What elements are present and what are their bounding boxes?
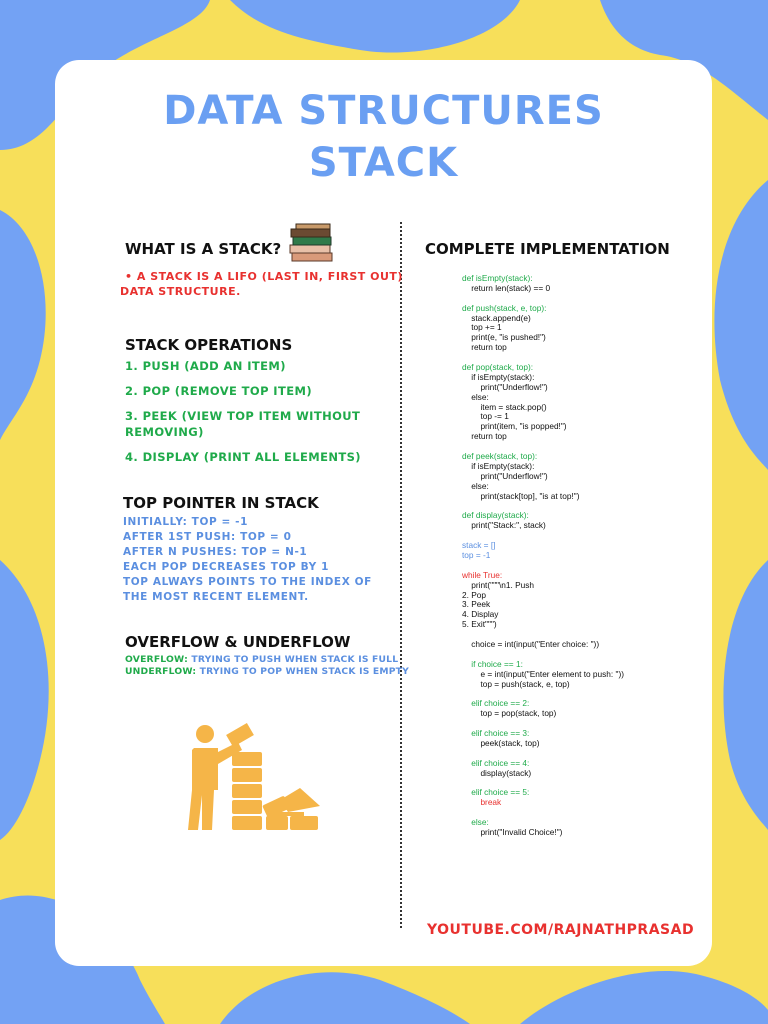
underflow-text: TRYING TO POP WHEN STACK IS EMPTY <box>196 666 409 677</box>
code-line: 2. Pop <box>462 589 486 600</box>
books-icon <box>288 223 334 263</box>
list-item <box>125 654 399 666</box>
code-line: while True: <box>462 569 503 580</box>
youtube-link[interactable]: YOUTUBE.COM/RAJNATHPRASAD <box>427 922 695 938</box>
page-subtitle: STACK <box>308 140 459 186</box>
code-line: return top <box>462 342 507 353</box>
code-line: top = pop(stack, top) <box>462 708 557 719</box>
code-line: item = stack.pop() <box>462 401 547 412</box>
list-item: EACH POP DECREASES TOP BY 1 <box>123 561 329 573</box>
code-line: if isEmpty(stack): <box>462 460 535 471</box>
code-line: else: <box>462 391 489 402</box>
code-line: top += 1 <box>462 322 502 333</box>
code-line: print(item, "is popped!") <box>462 421 567 432</box>
overflow-underflow-heading: OVERFLOW & UNDERFLOW <box>125 633 351 651</box>
code-line: peek(stack, top) <box>462 737 540 748</box>
list-item: INITIALLY: TOP = -1 <box>123 516 249 528</box>
code-line: elif choice == 2: <box>462 698 530 709</box>
code-line: top = push(stack, e, top) <box>462 678 570 689</box>
code-line: top = -1 <box>462 549 491 560</box>
code-line: print(e, "is pushed!") <box>462 332 546 343</box>
code-line: if isEmpty(stack): <box>462 371 535 382</box>
list-item: AFTER N PUSHES: TOP = N-1 <box>123 546 308 558</box>
code-line: def isEmpty(stack): <box>462 273 533 283</box>
code-block <box>462 274 702 838</box>
code-line: break <box>462 797 502 808</box>
column-divider <box>400 222 402 928</box>
list-item: 2. POP (REMOVE TOP ITEM) <box>125 384 312 398</box>
code-line: top -= 1 <box>462 411 509 422</box>
code-line: stack = [] <box>462 540 496 551</box>
person-stacking-blocks-icon <box>180 720 330 840</box>
list-item: 4. DISPLAY (PRINT ALL ELEMENTS) <box>125 450 361 464</box>
code-line: elif choice == 3: <box>462 727 530 738</box>
content-card <box>55 60 712 966</box>
list-item: 3. PEEK (VIEW TOP ITEM WITHOUT REMOVING) <box>125 409 361 439</box>
code-line <box>462 531 702 541</box>
code-line: print(stack[top], "is at top!") <box>462 490 580 501</box>
code-line: print("""\n1. Push <box>462 579 535 590</box>
list-item: TOP ALWAYS POINTS TO THE INDEX OF THE MOST RECENT ELEMENT. <box>123 576 372 603</box>
list-item: 1. PUSH (ADD AN ITEM) <box>125 359 286 373</box>
code-line <box>462 808 702 818</box>
code-line: def pop(stack, top): <box>462 362 534 373</box>
code-line: elif choice == 5: <box>462 787 530 798</box>
code-line: print("Underflow!") <box>462 470 548 481</box>
overflow-text: TRYING TO PUSH WHEN STACK IS FULL <box>187 654 399 665</box>
code-line: if choice == 1: <box>462 658 523 669</box>
overflow-label: OVERFLOW: <box>125 654 188 665</box>
what-is-stack-text-1: • A STACK IS A LIFO (LAST IN, FIRST OUT) <box>125 270 403 283</box>
page-title: DATA STRUCTURES <box>163 88 604 134</box>
code-line: def display(stack): <box>462 510 529 521</box>
code-line: 5. Exit""") <box>462 619 497 630</box>
top-pointer-heading: TOP POINTER IN STACK <box>123 494 319 512</box>
stack-operations-heading: STACK OPERATIONS <box>125 336 293 354</box>
what-is-stack-text-2: DATA STRUCTURE. <box>120 285 241 298</box>
code-line: return len(stack) == 0 <box>462 282 551 293</box>
code-line: display(stack) <box>462 767 532 778</box>
underflow-label: UNDERFLOW: <box>125 666 197 677</box>
code-line: 4. Display <box>462 609 499 620</box>
code-line: else: <box>462 816 489 827</box>
code-line: else: <box>462 480 489 491</box>
implementation-heading: COMPLETE IMPLEMENTATION <box>425 240 670 258</box>
code-line: print("Invalid Choice!") <box>462 826 563 837</box>
code-line: stack.append(e) <box>462 312 531 323</box>
code-line: 3. Peek <box>462 599 491 610</box>
code-line: def peek(stack, top): <box>462 451 538 462</box>
code-line: return top <box>462 431 507 442</box>
overflow-underflow-list <box>125 654 409 678</box>
what-is-stack-heading: WHAT IS A STACK? <box>125 240 282 258</box>
code-line: print("Stack:", stack) <box>462 520 546 531</box>
code-line: e = int(input("Enter element to push: ")) <box>462 668 624 679</box>
list-item: AFTER 1ST PUSH: TOP = 0 <box>123 531 292 543</box>
code-line: choice = int(input("Enter choice: ")) <box>462 638 600 649</box>
code-line: print("Underflow!") <box>462 381 548 392</box>
code-line: def push(stack, e, top): <box>462 302 547 313</box>
list-item <box>125 666 409 678</box>
code-line: elif choice == 4: <box>462 757 530 768</box>
operations-list <box>125 358 380 474</box>
top-pointer-list <box>123 515 393 605</box>
